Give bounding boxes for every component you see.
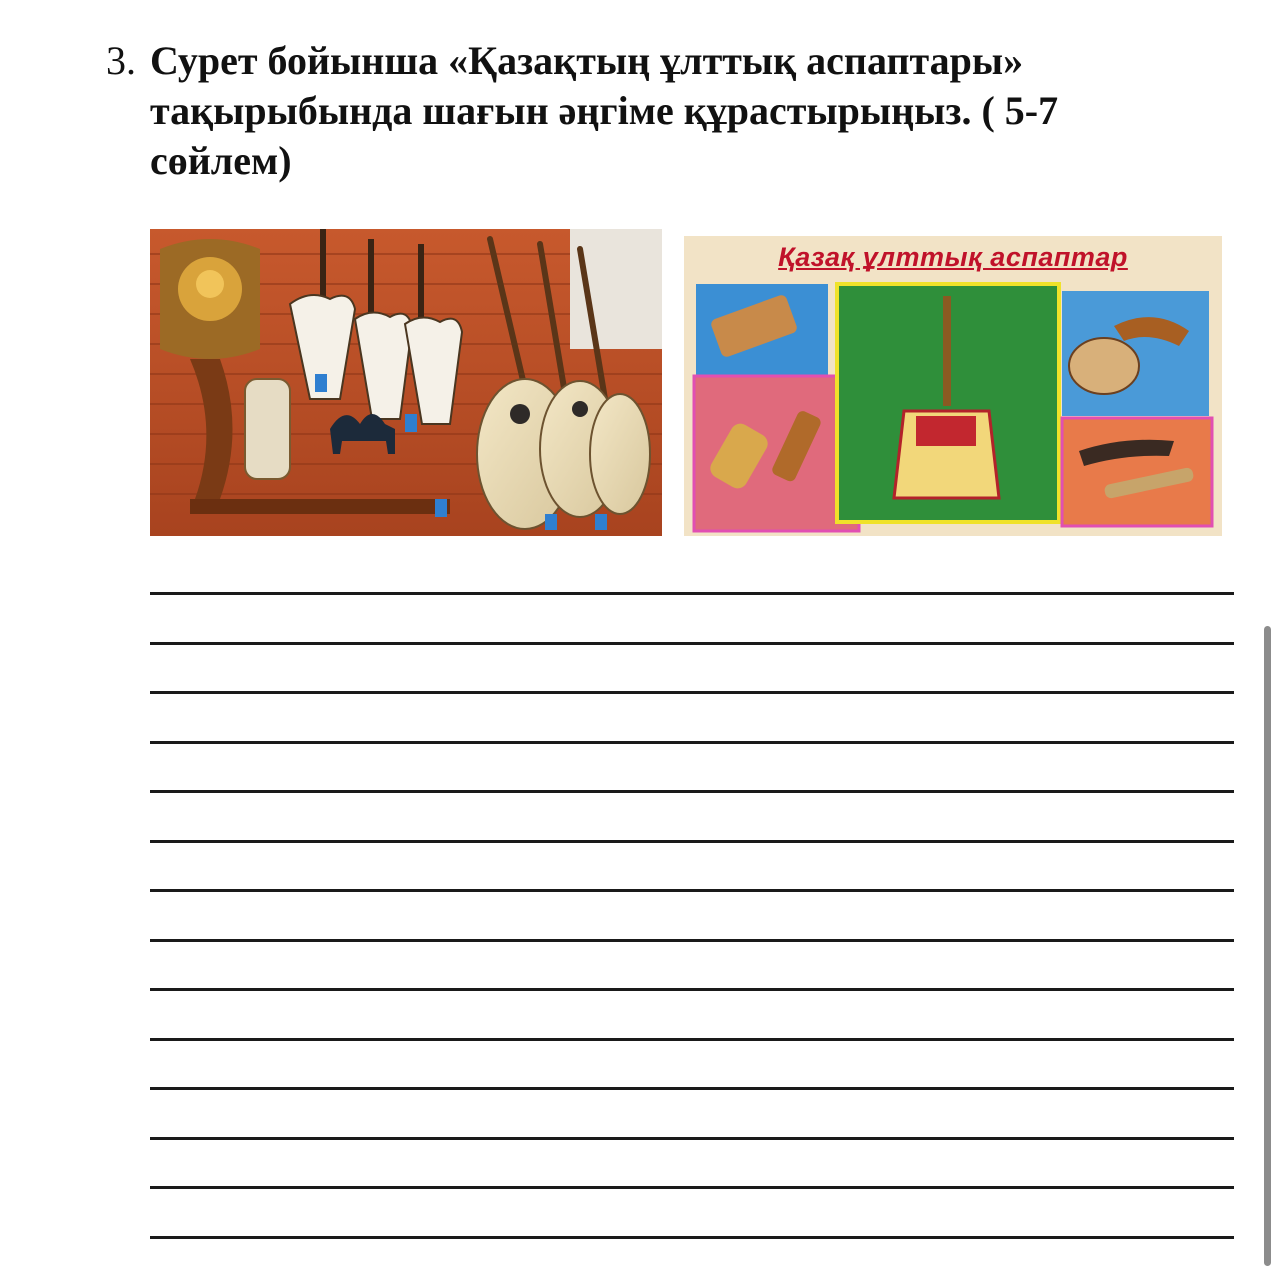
- answer-line: [150, 889, 1234, 892]
- answer-line: [150, 1087, 1234, 1090]
- instruments-poster: [684, 236, 1222, 536]
- answer-line: [150, 592, 1234, 595]
- instruments-wall-photo: [150, 229, 662, 536]
- answer-line: [150, 1186, 1234, 1189]
- answer-line: [150, 790, 1234, 793]
- answer-line: [150, 988, 1234, 991]
- instruments-wall-illustration: [150, 229, 662, 536]
- vertical-scrollbar[interactable]: [1264, 626, 1271, 1266]
- answer-line: [150, 1236, 1234, 1239]
- answer-line: [150, 741, 1234, 744]
- task-instruction: Сурет бойынша «Қазақтың ұлттық аспаптары» тақырыбында шағын әңгіме құрастырыңыз. ( 5-7 сөйлем): [150, 38, 1059, 183]
- answer-line: [150, 1038, 1234, 1041]
- answer-line: [150, 642, 1234, 645]
- instruments-poster-illustration: [684, 236, 1222, 536]
- answer-line: [150, 1137, 1234, 1140]
- answer-line: [150, 840, 1234, 843]
- answer-line: [150, 691, 1234, 694]
- task-number: 3.: [106, 38, 136, 83]
- answer-line: [150, 939, 1234, 942]
- poster-title: Қазақ ұлттық аспаптар: [778, 242, 1128, 272]
